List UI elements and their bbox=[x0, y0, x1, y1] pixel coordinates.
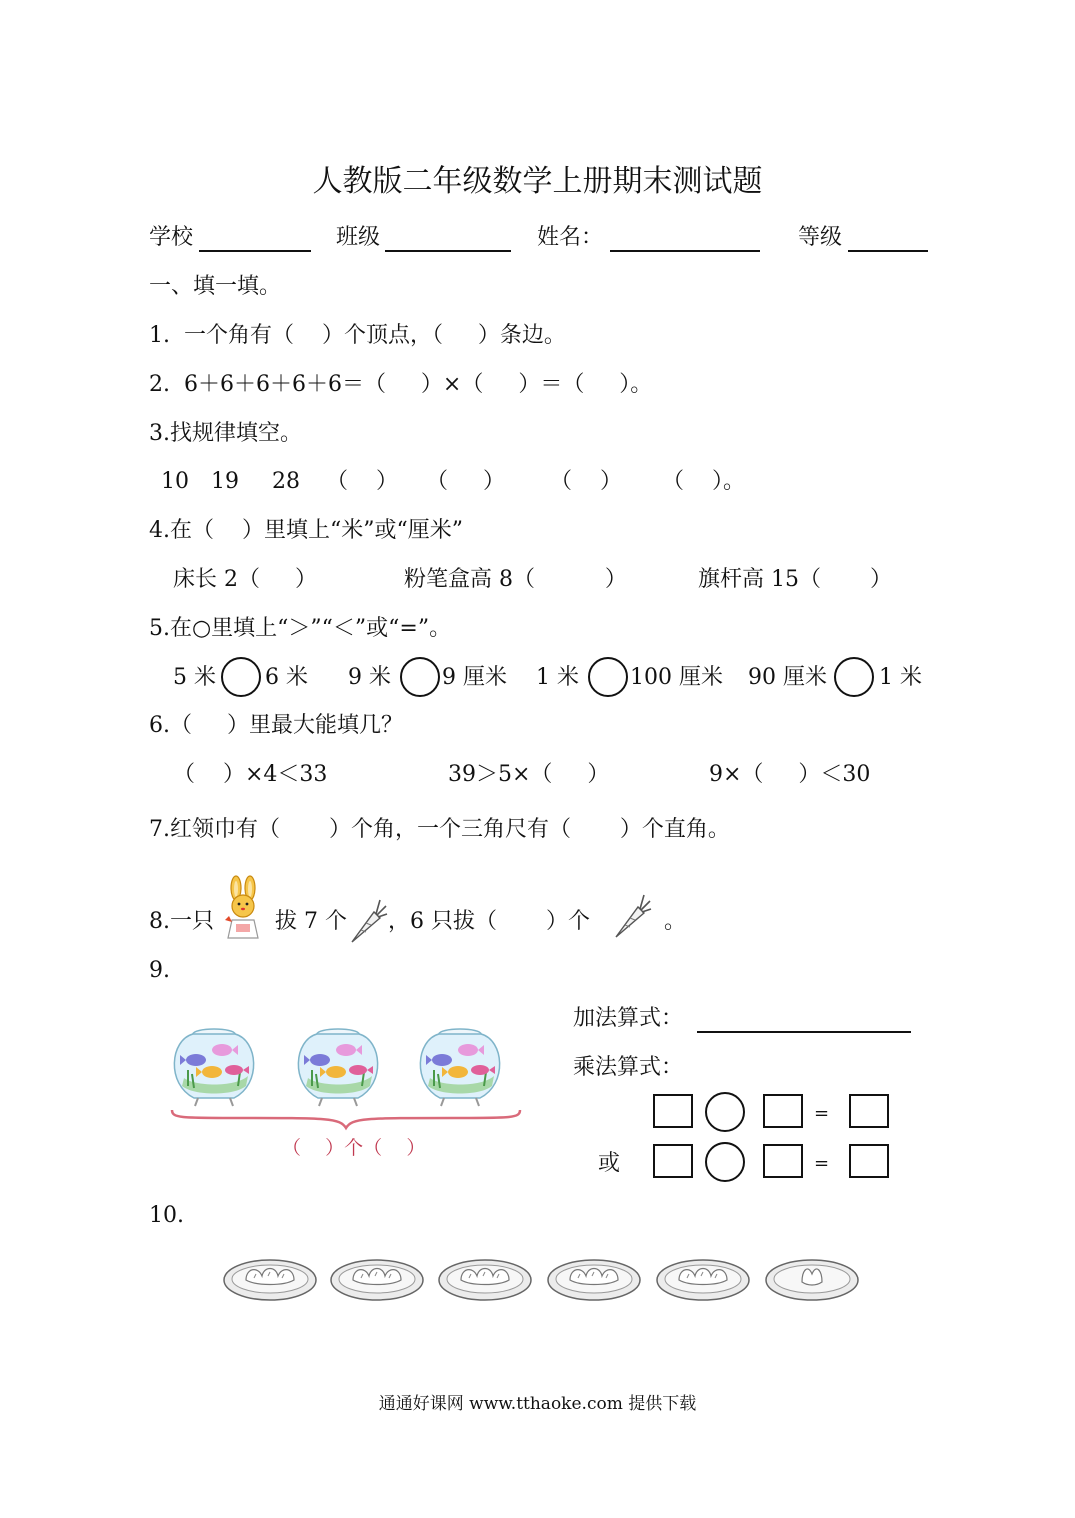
addition-label: 加法算式： bbox=[573, 1006, 684, 1031]
sequence-number: 10 bbox=[161, 469, 189, 494]
equals-sign: = bbox=[814, 1103, 830, 1124]
compare-circle[interactable] bbox=[834, 657, 874, 697]
inequality-item: 39＞5×（ ） bbox=[448, 762, 610, 787]
class-label: 班级 bbox=[336, 225, 381, 250]
question-5: 5.在○里填上“＞”“＜”或“=”。 bbox=[149, 616, 452, 641]
name-label: 姓名： bbox=[537, 225, 604, 250]
answer-box[interactable] bbox=[763, 1094, 803, 1128]
unit-item: 旗杆高 15（ ） bbox=[698, 567, 892, 592]
question-9: 9. bbox=[149, 958, 170, 983]
question-2: 2. 6＋6＋6＋6＋6＝（ ）×（ ）＝（ ）。 bbox=[149, 372, 653, 397]
carrot-icon bbox=[610, 891, 652, 941]
compare-left: 9 米 bbox=[348, 665, 391, 690]
question-1: 1. 一个角有（ ）个顶点，（ ）条边。 bbox=[149, 323, 566, 348]
bowl-caption: （ ）个（ ） bbox=[282, 1137, 426, 1159]
multiplication-label: 乘法算式： bbox=[573, 1055, 684, 1080]
inequality-item: 9×（ ）＜30 bbox=[709, 762, 871, 787]
question-7: 7.红领巾有（ ）个角，一个三角尺有（ ）个直角。 bbox=[149, 817, 730, 842]
sequence-number: 19 bbox=[211, 469, 239, 494]
answer-box[interactable] bbox=[849, 1094, 889, 1128]
compare-right: 100 厘米 bbox=[630, 665, 723, 690]
page-title: 人教版二年级数学上册期末测试题 bbox=[312, 164, 763, 199]
rabbit-icon bbox=[219, 876, 269, 942]
question-8-part: 8.一只 bbox=[149, 909, 214, 934]
question-8-part: 。 bbox=[664, 909, 687, 934]
compare-left: 5 米 bbox=[173, 665, 216, 690]
compare-right: 9 厘米 bbox=[442, 665, 507, 690]
compare-circle[interactable] bbox=[221, 657, 261, 697]
question-10: 10. bbox=[149, 1203, 184, 1228]
class-blank[interactable] bbox=[385, 250, 511, 252]
question-8-part: ，6 只拔（ ）个 bbox=[388, 909, 590, 934]
question-4: 4.在（ ）里填上“米”或“厘米” bbox=[149, 518, 463, 543]
answer-box[interactable] bbox=[763, 1144, 803, 1178]
unit-item: 粉笔盒高 8（ ） bbox=[404, 567, 627, 592]
section-heading: 一、填一填。 bbox=[149, 274, 282, 299]
sequence-number: 28 bbox=[272, 469, 300, 494]
operator-circle[interactable] bbox=[705, 1092, 745, 1132]
or-label: 或 bbox=[598, 1151, 621, 1176]
grade-blank[interactable] bbox=[848, 250, 928, 252]
addition-blank[interactable] bbox=[697, 1031, 911, 1033]
dumpling-plates-illustration bbox=[222, 1252, 862, 1304]
school-label: 学校 bbox=[149, 225, 194, 250]
compare-right: 6 米 bbox=[265, 665, 308, 690]
sequence-blank: （ ） bbox=[426, 469, 505, 494]
school-blank[interactable] bbox=[199, 250, 311, 252]
compare-left: 90 厘米 bbox=[748, 665, 827, 690]
unit-item: 床长 2（ ） bbox=[173, 567, 317, 592]
question-6: 6.（ ）里最大能填几？ bbox=[149, 713, 403, 738]
compare-left: 1 米 bbox=[536, 665, 579, 690]
question-8-part: 拔 7 个 bbox=[275, 909, 347, 934]
answer-box[interactable] bbox=[653, 1094, 693, 1128]
compare-circle[interactable] bbox=[400, 657, 440, 697]
question-3: 3.找规律填空。 bbox=[149, 421, 302, 446]
compare-right: 1 米 bbox=[879, 665, 922, 690]
carrot-icon bbox=[346, 896, 388, 946]
name-blank[interactable] bbox=[610, 250, 760, 252]
sequence-blank: （ ）。 bbox=[662, 469, 745, 494]
page-footer: 通通好课网 www.tthaoke.com 提供下载 bbox=[378, 1394, 697, 1414]
equals-sign: = bbox=[814, 1153, 830, 1174]
grade-label: 等级 bbox=[798, 225, 843, 250]
answer-box[interactable] bbox=[653, 1144, 693, 1178]
sequence-blank: （ ） bbox=[326, 469, 398, 494]
answer-box[interactable] bbox=[849, 1144, 889, 1178]
inequality-item: （ ）×4＜33 bbox=[173, 762, 328, 787]
operator-circle[interactable] bbox=[705, 1142, 745, 1182]
sequence-blank: （ ） bbox=[550, 469, 622, 494]
compare-circle[interactable] bbox=[588, 657, 628, 697]
